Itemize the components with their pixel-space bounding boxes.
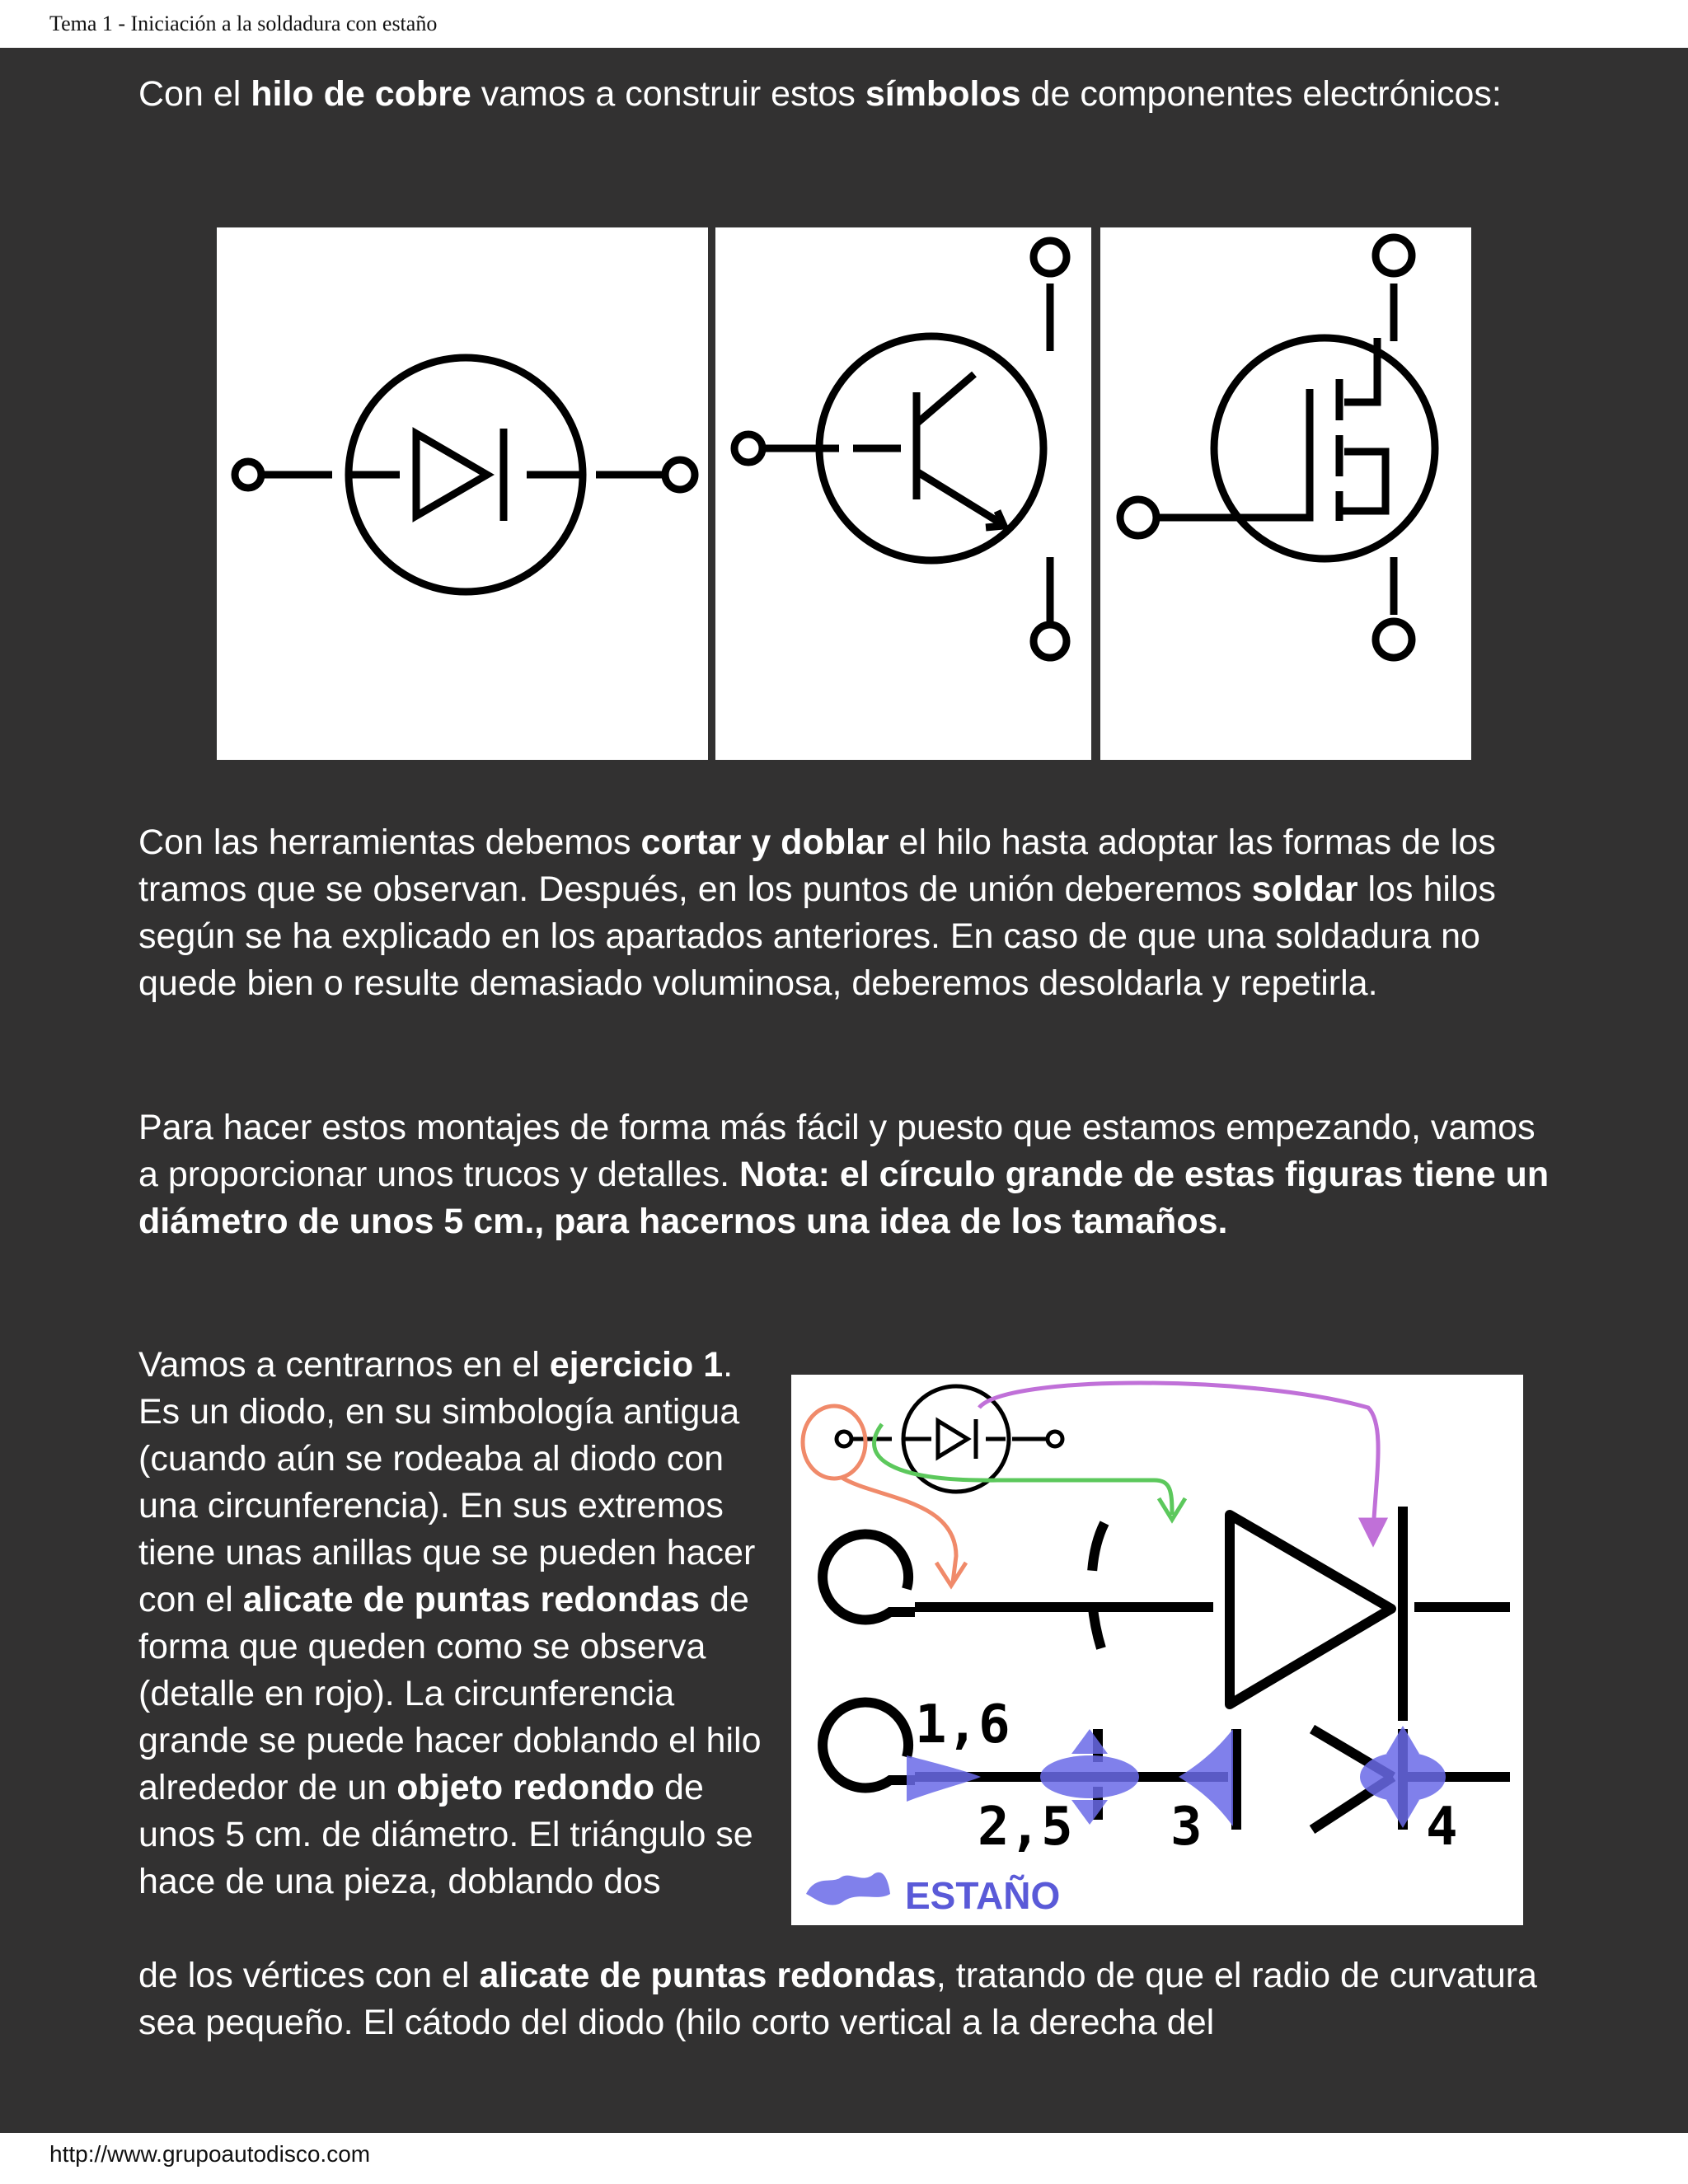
solder-legend	[806, 1872, 1060, 1917]
label-1-6: 1,6	[915, 1694, 1010, 1755]
paragraph-tips: Para hacer estos montajes de forma más fácil y puesto que estamos empezando, vamos a proporcionar unos trucos y detalles. Nota: el círculo grande de estas figuras tiene un diámetro de unos 5 cm., para hacernos una idea de los tamaños.	[138, 1108, 1550, 1241]
paragraph-exercise-1-continued: de los vértices con el alicate de puntas redondas, tratando de que el radio de curvatura sea pequeño. El cátodo del diodo (hilo corto vertical a la derecha del	[138, 1956, 1537, 2042]
diode-symbol-figure	[217, 227, 708, 760]
header-title: Tema 1 - Iniciación a la soldadura con estaño	[49, 12, 438, 35]
label-2-5: 2,5	[978, 1797, 1073, 1858]
page-footer	[0, 2133, 1688, 2184]
transistor-symbol-figure	[715, 227, 1091, 760]
paragraph-exercise-1: Vamos a centrarnos en el ejercicio 1. Es un diodo, en su simbología antigua (cuando aún se rodeaba al diodo con una circunferencia). En sus extremos tiene unas anillas que se pueden hacer con el alicate de puntas redondas de forma que queden como se observa (detalle en rojo). La circunferencia grande se puede hacer doblando el hilo alrededor de un objeto redondo de unos 5 cm. de diámetro. El triángulo se hace de una pieza, doblando dos	[138, 1345, 762, 1901]
diode-construction-detail-figure	[791, 1375, 1523, 1925]
label-4: 4	[1426, 1797, 1458, 1858]
mosfet-symbol-figure	[1100, 227, 1471, 760]
intro-paragraph: Con el hilo de cobre vamos a construir estos símbolos de componentes electrónicos:	[138, 74, 1502, 114]
page-header	[0, 0, 1688, 48]
purple-arrow-icon	[979, 1383, 1385, 1543]
paragraph-cut-bend: Con las herramientas debemos cortar y doblar el hilo hasta adoptar las formas de los tramos que se observan. Después, en los puntos de unión deberemos soldar los hilos según se ha explicado en los apartados anteriores. En caso de que una soldadura no quede bien o resulte demasiado voluminosa, deberemos desoldarla y repetirla.	[138, 823, 1496, 1003]
small-diode-icon	[837, 1386, 1062, 1492]
footer-url: http://www.grupoautodisco.com	[49, 2141, 371, 2167]
legend-label: ESTAÑO	[905, 1874, 1061, 1917]
label-3: 3	[1170, 1797, 1203, 1858]
